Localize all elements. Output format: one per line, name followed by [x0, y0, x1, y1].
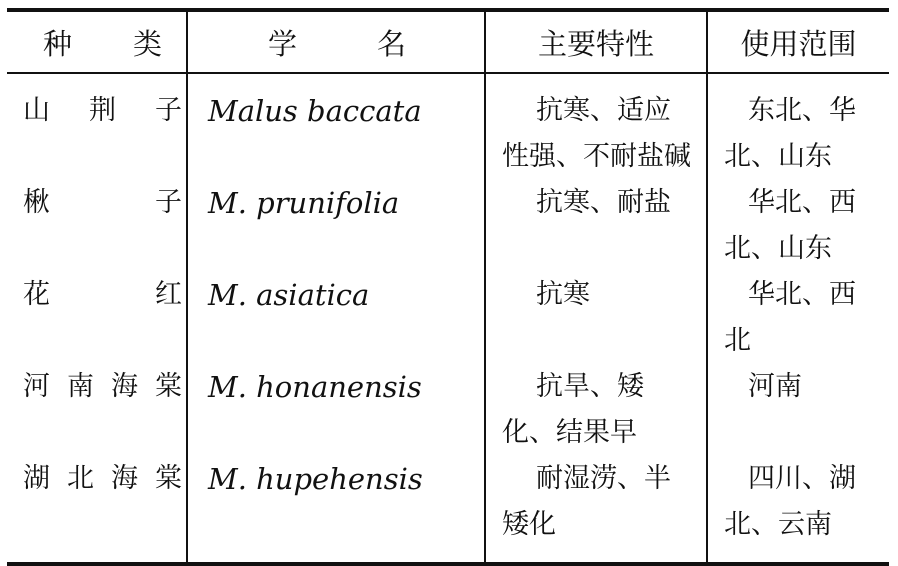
species-char: 楸 [23, 187, 50, 218]
header-properties: 主要特性 [485, 10, 707, 73]
rootstock-table [7, 8, 889, 566]
header-species [7, 10, 187, 73]
species-char: 红 [155, 279, 182, 310]
table-row [7, 180, 889, 272]
range-cell: 东北、华北、山东 [707, 73, 889, 180]
species-char: 子 [155, 95, 182, 126]
species-cell [7, 364, 187, 456]
sci-name-cell: Malus baccata [187, 73, 485, 180]
species-char: 海 [111, 371, 138, 402]
species-char: 湖 [23, 463, 50, 494]
table-row [7, 73, 889, 180]
species-char: 子 [155, 187, 182, 218]
sci-name-cell: M. asiatica [187, 272, 485, 364]
sci-name-cell: M. prunifolia [187, 180, 485, 272]
properties-cell: 抗寒、适应性强、不耐盐碱 [485, 73, 707, 180]
species-cell [7, 73, 187, 180]
header-sci-name-char: 名 [376, 26, 406, 61]
table-row [7, 272, 889, 364]
species-cell [7, 456, 187, 564]
species-char: 海 [111, 463, 138, 494]
range-cell: 华北、西北、山东 [707, 180, 889, 272]
sci-name-cell: M. honanensis [187, 364, 485, 456]
species-char: 北 [67, 463, 94, 494]
properties-cell: 抗旱、矮化、结果早 [485, 364, 707, 456]
species-char: 荆 [89, 95, 116, 126]
header-sci-name-char: 学 [268, 26, 298, 61]
sci-name-cell: M. hupehensis [187, 456, 485, 564]
species-char: 南 [67, 371, 94, 402]
table-row [7, 364, 889, 456]
table-row [7, 456, 889, 564]
species-cell [7, 180, 187, 272]
header-species-char: 类 [132, 26, 162, 61]
header-species-char: 种 [43, 26, 73, 61]
species-char: 花 [23, 279, 50, 310]
properties-cell: 耐湿涝、半矮化 [485, 456, 707, 564]
species-cell [7, 272, 187, 364]
range-cell: 河南 [707, 364, 889, 456]
header-range: 使用范围 [707, 10, 889, 73]
range-cell: 华北、西北 [707, 272, 889, 364]
properties-cell: 抗寒、耐盐 [485, 180, 707, 272]
species-char: 棠 [155, 371, 182, 402]
header-row [7, 10, 889, 73]
header-sci-name [187, 10, 485, 73]
species-char: 山 [23, 95, 50, 126]
properties-cell: 抗寒 [485, 272, 707, 364]
species-char: 河 [23, 371, 50, 402]
range-cell: 四川、湖北、云南 [707, 456, 889, 564]
species-char: 棠 [155, 463, 182, 494]
